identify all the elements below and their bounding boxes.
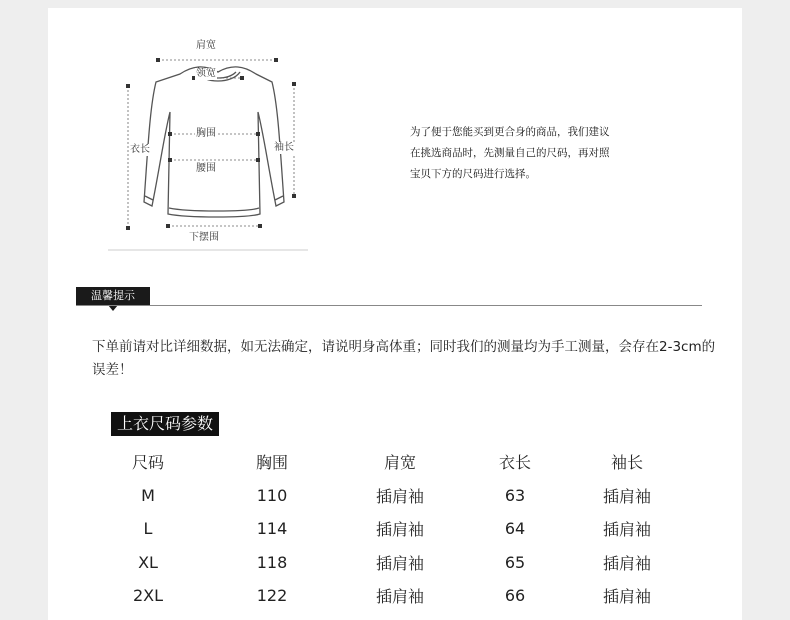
header-cell: 衣长: [498, 453, 531, 473]
table-row: [88, 512, 688, 546]
table-cell: 63: [504, 485, 526, 505]
sleeve-length-label: 袖长: [274, 142, 294, 153]
sizing-intro-text: [410, 122, 660, 185]
table-cell: 114: [256, 519, 288, 539]
hem-label: 下摆围: [189, 232, 219, 243]
table-cell: 插肩袖: [375, 553, 424, 573]
table-cell: 65: [504, 552, 526, 572]
intro-line: 在挑选商品时，先测量自己的尺码，再对照: [410, 147, 610, 159]
table-cell: 64: [504, 519, 526, 539]
header-cell: 袖长: [610, 453, 643, 473]
table-cell: 插肩袖: [602, 553, 651, 573]
size-table: [88, 445, 688, 613]
table-cell: 118: [256, 552, 288, 572]
intro-line: 宝贝下方的尺码进行选择。: [410, 168, 536, 180]
size-guide-page: [48, 8, 742, 620]
table-cell: 插肩袖: [375, 587, 424, 607]
table-cell: M: [141, 485, 155, 505]
table-row: [88, 579, 688, 613]
table-cell: 插肩袖: [375, 520, 424, 540]
garment-measurement-diagram: [108, 36, 318, 256]
garment-length-label: 衣长: [130, 144, 150, 155]
tip-header: [76, 285, 702, 307]
table-cell: XL: [138, 552, 158, 572]
header-cell: 肩宽: [383, 453, 416, 473]
table-cell: 122: [256, 586, 288, 606]
shoulder-width-label: 肩宽: [196, 40, 216, 51]
size-table-title: 上衣尺码参数: [111, 412, 219, 436]
table-cell: L: [143, 519, 153, 539]
table-row: [88, 546, 688, 580]
table-cell: 插肩袖: [602, 520, 651, 540]
intro-line: 为了便于您能买到更合身的商品，我们建议: [410, 126, 610, 138]
table-cell: 66: [504, 586, 526, 606]
tip-tag: 温馨提示: [76, 287, 150, 305]
table-row: [88, 479, 688, 513]
tip-divider: [76, 305, 702, 306]
chest-label: 胸围: [196, 128, 216, 139]
tip-text: 下单前请对比详细数据，如无法确定，请说明身高体重；同时我们的测量均为手工测量，会存在2-3cm的误差！: [92, 339, 716, 378]
table-cell: 110: [256, 485, 288, 505]
table-header-row: [88, 445, 688, 479]
table-cell: 插肩袖: [602, 587, 651, 607]
table-cell: 插肩袖: [602, 486, 651, 506]
table-cell: 插肩袖: [375, 486, 424, 506]
waist-label: 腰围: [196, 163, 216, 174]
header-cell: 尺码: [131, 453, 164, 473]
table-cell: 2XL: [132, 586, 164, 606]
header-cell: 胸围: [255, 453, 288, 473]
neck-width-label: 领宽: [196, 68, 216, 79]
